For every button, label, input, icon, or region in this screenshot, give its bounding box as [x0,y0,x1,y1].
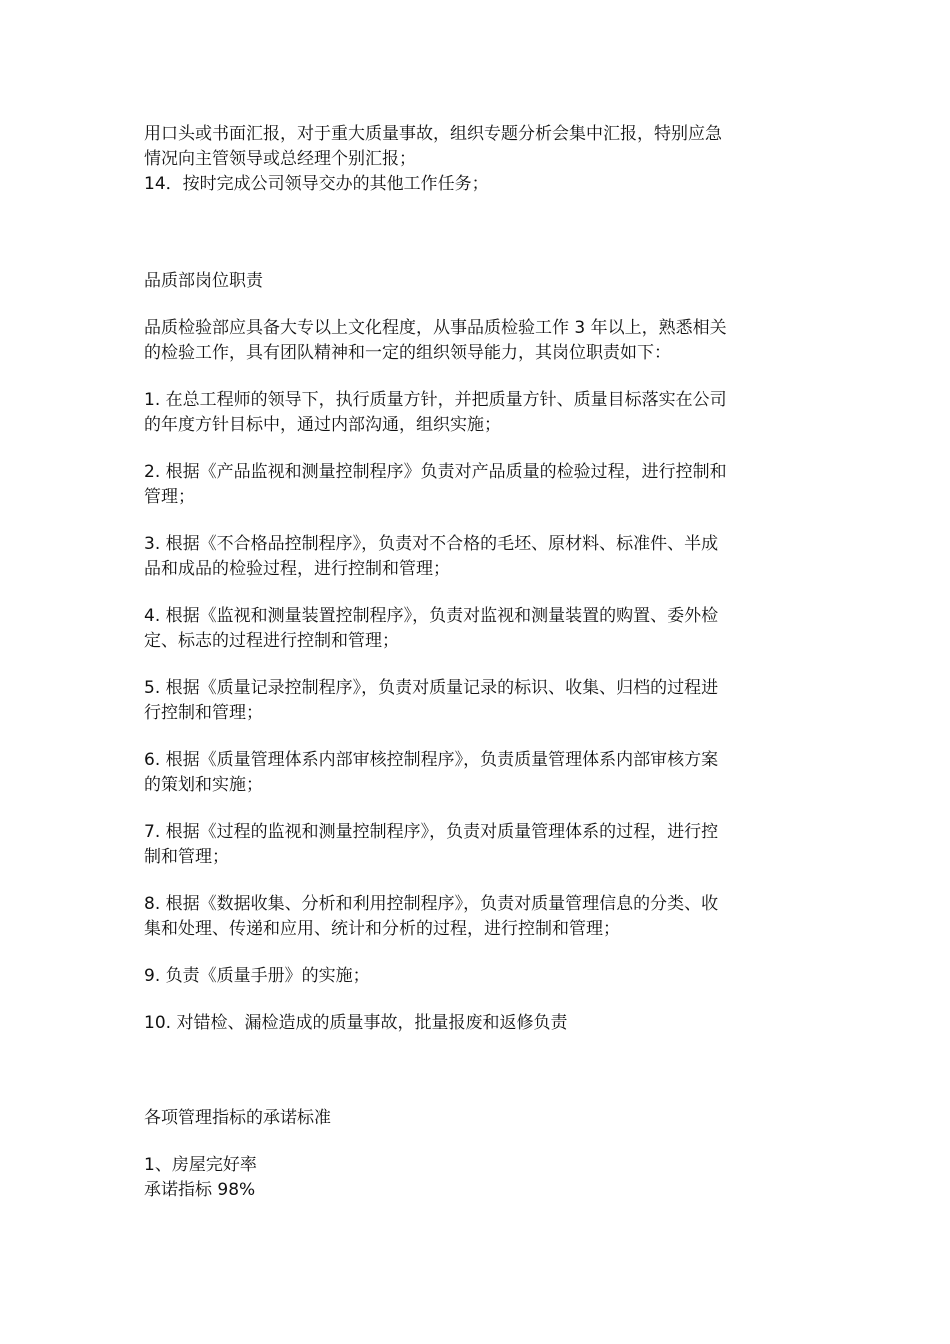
section1-intro [144,316,808,366]
duty-line: 1. 在总工程师的领导下，执行质量方针，并把质量方针、质量目标落实在公司 [144,390,727,410]
duty-item-2 [144,460,808,510]
intro-line: 情况向主管领导或总经理个别汇报； [144,149,416,169]
duty-item-8 [144,892,808,942]
duty-item-7 [144,820,808,870]
duty-item-6 [144,748,808,798]
duty-line: 8. 根据《数据收集、分析和利用控制程序》，负责对质量管理信息的分类、收 [144,894,719,914]
duty-item-9 [144,964,808,989]
commitment-item-value: 承诺指标 98% [144,1180,256,1200]
section-title: 品质部岗位职责 [144,271,263,291]
intro-line: 14．按时完成公司领导交办的其他工作任务； [144,174,489,194]
duty-line: 行控制和管理； [144,703,263,723]
duty-item-4 [144,604,808,654]
duty-item-1 [144,388,808,438]
commitment-item-title: 1、房屋完好率 [144,1155,257,1175]
intro-paragraph [144,122,808,197]
commitment-item [144,1153,808,1203]
duty-line: 7. 根据《过程的监视和测量控制程序》，负责对质量管理体系的过程，进行控 [144,822,719,842]
duty-line: 2. 根据《产品监视和测量控制程序》负责对产品质量的检验过程，进行控制和 [144,462,727,482]
duty-line: 集和处理、传递和应用、统计和分析的过程，进行控制和管理； [144,919,620,939]
duty-line: 定、标志的过程进行控制和管理； [144,631,399,651]
duty-line: 6. 根据《质量管理体系内部审核控制程序》，负责质量管理体系内部审核方案 [144,750,719,770]
duty-line: 10. 对错检、漏检造成的质量事故，批量报废和返修负责 [144,1013,568,1033]
section-title: 各项管理指标的承诺标准 [144,1108,331,1128]
duty-line: 的年度方针目标中，通过内部沟通，组织实施； [144,415,501,435]
duty-item-3 [144,532,808,582]
duty-line: 品和成品的检验过程，进行控制和管理； [144,559,450,579]
section1-intro-line: 品质检验部应具备大专以上文化程度，从事品质检验工作 3 年以上，熟悉相关 [144,318,727,338]
duty-line: 的策划和实施； [144,775,263,795]
duty-line: 5. 根据《质量记录控制程序》，负责对质量记录的标识、收集、归档的过程进 [144,678,719,698]
duty-line: 3. 根据《不合格品控制程序》，负责对不合格的毛坯、原材料、标准件、半成 [144,534,719,554]
section1-intro-line: 的检验工作，具有团队精神和一定的组织领导能力，其岗位职责如下： [144,343,671,363]
document-page [144,122,808,1203]
section2-title [144,1106,808,1131]
duty-line: 制和管理； [144,847,229,867]
duty-item-10 [144,1011,808,1036]
duty-line: 管理； [144,487,195,507]
duty-line: 4. 根据《监视和测量装置控制程序》，负责对监视和测量装置的购置、委外检 [144,606,719,626]
intro-line: 用口头或书面汇报，对于重大质量事故，组织专题分析会集中汇报，特别应急 [144,124,722,144]
section1-title [144,269,808,294]
duty-item-5 [144,676,808,726]
duty-line: 9. 负责《质量手册》的实施； [144,966,370,986]
